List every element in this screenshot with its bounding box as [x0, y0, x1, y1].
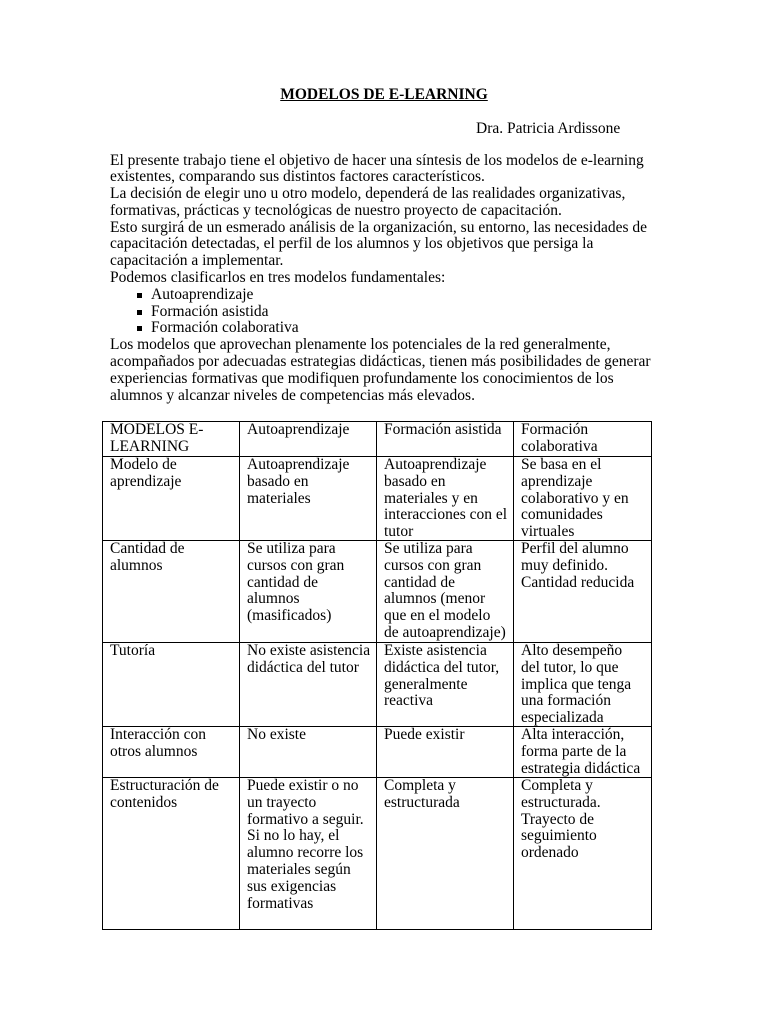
cell-text-line: seguimiento — [521, 827, 597, 845]
cell-text-line: alumnos (menor — [384, 590, 486, 608]
text-line: La decisión de elegir uno u otro modelo, dependerá de las realidades organizativas, — [110, 185, 626, 203]
cell-text-line: materiales según — [247, 860, 351, 878]
text-line: alumnos y alcanzar niveles de competencias más elevados. — [110, 386, 475, 404]
cell-text-line: alumno recorre los — [247, 844, 364, 862]
row-label-cell — [103, 643, 240, 726]
cell-text-line: formativas — [247, 894, 314, 912]
cell-text-line: cursos con gran — [384, 556, 482, 574]
cell-text-line: Formación — [521, 421, 589, 438]
cell-text-line: basado en — [247, 472, 309, 490]
cell-text-line: virtuales — [521, 523, 575, 541]
cell-text-line: especializada — [521, 709, 604, 727]
cell-text-line: Estructuración de — [110, 777, 219, 794]
formacion-colaborativa-cell — [514, 457, 652, 540]
formacion-colaborativa-cell — [514, 643, 652, 726]
text-line: capacitación detectadas, el perfil de los alumnos y los objetivos que persiga la — [110, 235, 594, 253]
cell-text-line: Formación asistida — [384, 421, 502, 438]
cell-text-line: estructurada — [384, 793, 460, 811]
cell-text-line: Se utiliza para — [247, 540, 336, 557]
list-item-label: Formación colaborativa — [151, 319, 299, 337]
text-line: capacitación a implementar. — [110, 252, 284, 270]
cell-text-line: tutor — [384, 523, 414, 541]
autoaprendizaje-cell — [240, 778, 377, 929]
cell-text-line: LEARNING — [110, 437, 190, 455]
cell-text-line: Completa y — [384, 777, 456, 794]
autoaprendizaje-cell — [240, 643, 377, 726]
table-row-interaccion-con-otros-alumnos — [103, 727, 652, 778]
list-item-label: Autoaprendizaje — [151, 285, 254, 303]
text-line: experiencias formativas que modifiquen profundamente los conocimientos de los — [110, 369, 614, 387]
models-comparison-table — [102, 421, 652, 930]
formacion-asistida-cell — [377, 541, 514, 642]
cell-text-line: didáctica del tutor, — [384, 658, 500, 676]
cell-text-line: cursos con gran — [247, 556, 345, 574]
cell-text-line: alumnos — [110, 556, 163, 574]
cell-text-line: Interacción con — [110, 726, 206, 743]
table-row-tutoria — [103, 643, 652, 727]
formacion-colaborativa-cell — [514, 778, 652, 929]
cell-text-line: Alta interacción, — [521, 726, 625, 743]
cell-text-line: implica que tenga — [521, 675, 632, 693]
cell-text-line: Cantidad de — [110, 540, 185, 557]
cell-text-line: materiales — [247, 489, 311, 507]
cell-text-line: Tutoría — [110, 642, 156, 659]
intro-paragraph-1 — [110, 153, 658, 187]
cell-text-line: Se basa en el — [521, 456, 602, 473]
cell-text-line: Autoaprendizaje — [247, 421, 350, 438]
cell-text-line: Puede existir o no — [247, 777, 359, 794]
cell-text-line: didáctica del tutor — [247, 658, 359, 676]
autoaprendizaje-cell — [240, 541, 377, 642]
intro-text — [110, 153, 658, 405]
intro-paragraph-2 — [110, 186, 658, 220]
row-label-cell — [103, 727, 240, 777]
square-bullet-icon — [137, 326, 142, 331]
cell-text-line: MODELOS E- — [110, 421, 204, 438]
author-name: Dra. Patricia Ardissone — [476, 119, 621, 137]
autoaprendizaje-cell — [240, 457, 377, 540]
cell-text-line: Puede existir — [384, 726, 465, 743]
cell-text-line: un trayecto — [247, 793, 317, 811]
closing-paragraph — [110, 337, 658, 404]
models-list — [110, 287, 658, 337]
cell-text-line: contenidos — [110, 793, 178, 811]
cell-text-line: Alto desempeño — [521, 642, 623, 659]
header-cell-autoaprendizaje — [240, 422, 377, 456]
list-item-formacion-colaborativa — [110, 320, 658, 337]
cell-text-line: (masificados) — [247, 607, 332, 625]
cell-text-line: Cantidad reducida — [521, 573, 635, 591]
row-label-cell — [103, 778, 240, 929]
cell-text-line: cantidad de — [384, 573, 456, 591]
cell-text-line: cantidad de — [247, 573, 319, 591]
cell-text-line: colaborativo y en — [521, 489, 629, 507]
text-line: acompañados por adecuadas estrategias didácticas, tienen más posibilidades de generar — [110, 353, 651, 371]
cell-text-line: Si no lo hay, el — [247, 827, 340, 845]
formacion-colaborativa-cell — [514, 541, 652, 642]
table-row-estructuracion-de-contenidos — [103, 778, 652, 930]
cell-text-line: generalmente — [384, 675, 468, 693]
formacion-asistida-cell — [377, 643, 514, 726]
cell-text-line: que en el modelo — [384, 607, 491, 625]
table-header-row — [103, 422, 652, 457]
cell-text-line: del tutor, lo que — [521, 658, 619, 676]
cell-text-line: Perfil del alumno — [521, 540, 629, 557]
square-bullet-icon — [137, 310, 142, 315]
cell-text-line: Trayecto de — [521, 810, 595, 828]
text-line: Los modelos que aprovechan plenamente los potenciales de la red generalmente, — [110, 336, 611, 354]
cell-text-line: estrategia didáctica — [521, 759, 641, 777]
cell-text-line: estructurada. — [521, 793, 601, 811]
autoaprendizaje-cell — [240, 727, 377, 777]
row-label-cell — [103, 541, 240, 642]
cell-text-line: muy definido. — [521, 556, 608, 574]
table-row-cantidad-de-alumnos — [103, 541, 652, 643]
cell-text-line: interacciones con el — [384, 506, 508, 524]
cell-text-line: Autoaprendizaje — [247, 456, 350, 473]
row-label-cell — [103, 457, 240, 540]
header-cell-models — [103, 422, 240, 456]
cell-text-line: alumnos — [247, 590, 300, 608]
cell-text-line: de autoaprendizaje) — [384, 623, 506, 641]
cell-text-line: aprendizaje — [110, 472, 182, 490]
formacion-asistida-cell — [377, 727, 514, 777]
cell-text-line: No existe asistencia — [247, 642, 371, 659]
cell-text-line: comunidades — [521, 506, 603, 524]
cell-text-line: Modelo de — [110, 456, 177, 473]
list-item-formacion-asistida — [110, 304, 658, 321]
document-title: MODELOS DE E-LEARNING — [280, 85, 488, 103]
header-cell-formacion-asistida — [377, 422, 514, 456]
cell-text-line: Existe asistencia — [384, 642, 487, 659]
cell-text-line: materiales y en — [384, 489, 478, 507]
cell-text-line: colaborativa — [521, 437, 598, 455]
list-item-autoaprendizaje — [110, 287, 658, 304]
text-line: Esto surgirá de un esmerado análisis de la organización, su entorno, las necesidades de — [110, 218, 648, 236]
cell-text-line: Autoaprendizaje — [384, 456, 487, 473]
intro-paragraph-3 — [110, 220, 658, 270]
text-line: existentes, comparando sus distintos factores característicos. — [110, 168, 485, 186]
header-cell-formacion-colaborativa — [514, 422, 652, 456]
cell-text-line: aprendizaje — [521, 472, 593, 490]
cell-text-line: ordenado — [521, 844, 579, 862]
table-row-modelo-de-aprendizaje — [103, 457, 652, 541]
cell-text-line: una formación — [521, 692, 611, 710]
formacion-asistida-cell — [377, 778, 514, 929]
square-bullet-icon — [137, 293, 142, 298]
cell-text-line: basado en — [384, 472, 446, 490]
cell-text-line: formativo a seguir. — [247, 810, 364, 828]
formacion-colaborativa-cell — [514, 727, 652, 777]
list-intro: Podemos clasificarlos en tres modelos fundamentales: — [110, 269, 446, 287]
cell-text-line: Se utiliza para — [384, 540, 473, 557]
cell-text-line: otros alumnos — [110, 742, 198, 760]
cell-text-line: Completa y — [521, 777, 593, 794]
formacion-asistida-cell — [377, 457, 514, 540]
cell-text-line: sus exigencias — [247, 877, 337, 895]
cell-text-line: forma parte de la — [521, 742, 627, 760]
cell-text-line: reactiva — [384, 692, 434, 710]
text-line: formativas, prácticas y tecnológicas de nuestro proyecto de capacitación. — [110, 201, 562, 219]
text-line: El presente trabajo tiene el objetivo de hacer una síntesis de los modelos de e-learning — [110, 151, 644, 169]
list-item-label: Formación asistida — [151, 302, 269, 320]
cell-text-line: No existe — [247, 726, 306, 743]
